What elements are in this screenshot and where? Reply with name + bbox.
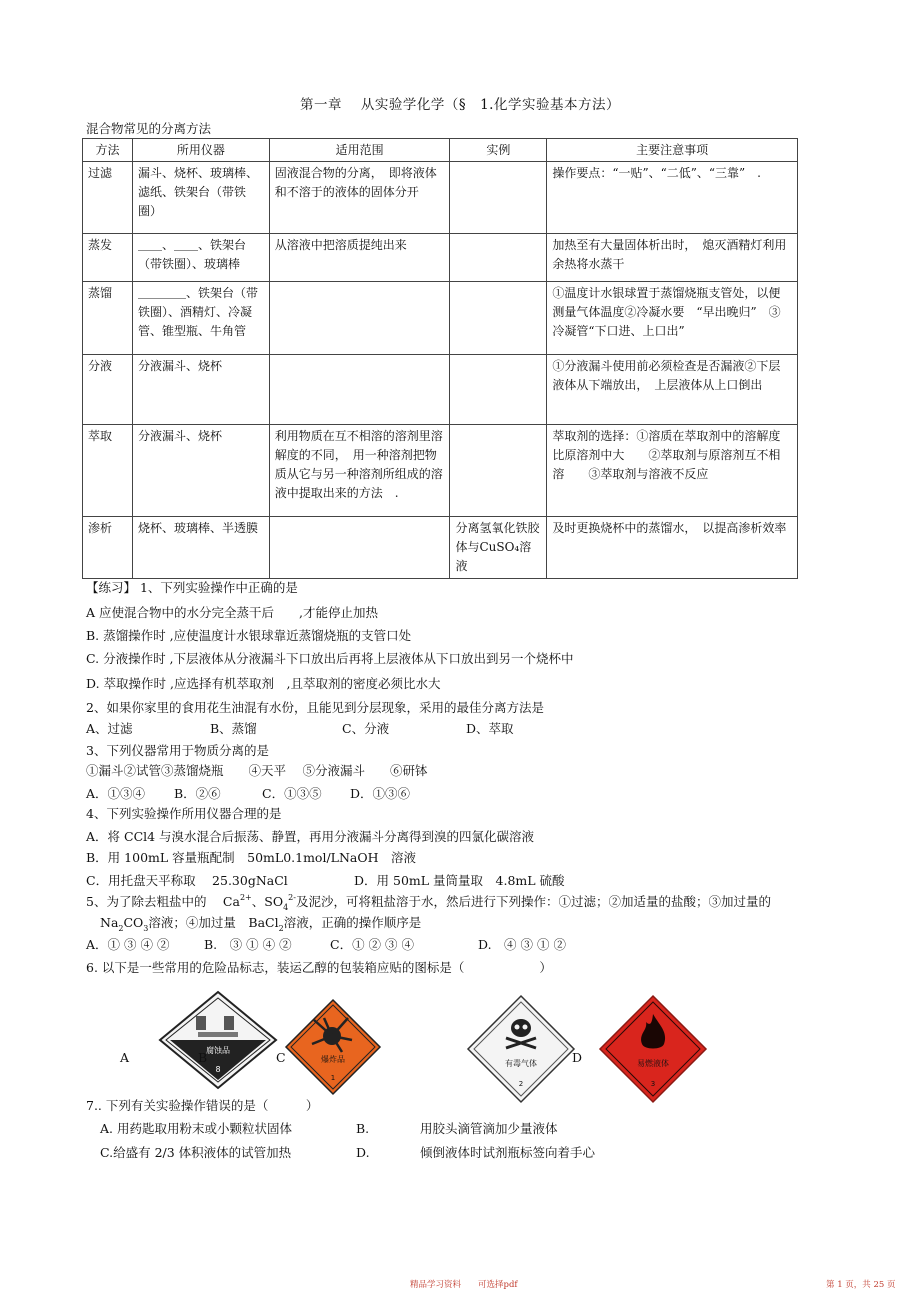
table-row [83, 234, 798, 282]
cell-method: 蒸馏 [83, 282, 133, 355]
table-row [83, 355, 798, 425]
explosive-sign-icon [284, 998, 382, 1096]
cell-scope: 利用物质在互不相溶的溶剂里溶解度的不同， 用一种溶剂把物质从它与另一种溶剂所组成的溶液中提取出来的方法 . [269, 425, 450, 517]
table-header-row [83, 139, 798, 162]
question-5-option-c: C．① ② ③ ④ [330, 937, 414, 952]
question-5-option-d: D. ④ ③ ① ② [478, 937, 566, 952]
cell-example [450, 355, 547, 425]
question-2-option-b: B、蒸馏 [210, 721, 257, 736]
q5-text-e: 溶液，正确的操作顺序是 [283, 915, 422, 930]
header-notes: 主要注意事项 [547, 139, 798, 162]
question-6-label-a: A [120, 1050, 130, 1065]
page-title: 第一章 从实验学化学（§ 1.化学实验基本方法） [300, 97, 620, 113]
q5-sub-bacl2: 2 [278, 924, 284, 933]
cell-method: 过滤 [83, 162, 133, 234]
question-4-option-d: D．用 50mL 量筒量取 4.8mL 硫酸 [354, 873, 565, 888]
question-6-label-c: C [276, 1050, 286, 1065]
table-row [83, 282, 798, 355]
cell-notes: 操作要点：“一贴”、“二低”、“三靠” . [547, 162, 798, 234]
sign-b-text: 爆炸品 [321, 1055, 345, 1064]
question-5-options [86, 937, 566, 953]
cell-method: 分液 [83, 355, 133, 425]
header-instruments: 所用仪器 [132, 139, 269, 162]
question-7-option-c: C.给盛有 2/3 体积液体的试管加热 [100, 1145, 292, 1160]
header-method: 方法 [83, 139, 133, 162]
cell-instruments: ＿＿＿＿、铁架台（带铁圈）、酒精灯、冷凝管、锥型瓶、牛角管 [132, 282, 269, 355]
cell-notes: 及时更换烧杯中的蒸馏水， 以提高渗析效率 [547, 517, 798, 579]
cell-example [450, 162, 547, 234]
separation-methods-table [82, 138, 798, 579]
question-3-option-d: D．①③⑥ [350, 786, 411, 801]
question-1-option-b: B. 蒸馏操作时 ,应使温度计水银球靠近蒸馏烧瓶的支管口处 [86, 628, 412, 643]
q5-sup-so4: 2- [288, 893, 296, 902]
cell-example: 分离氢氧化铁胶体与CuSO₄溶液 [450, 517, 547, 579]
question-3-options [86, 786, 410, 802]
question-1-option-a: A 应使混合物中的水分完全蒸干后 ,才能停止加热 [86, 605, 378, 620]
question-2-option-a: A、过滤 [86, 721, 133, 736]
sign-b-number: 1 [330, 1074, 336, 1082]
question-4-stem: 4、下列实验操作所用仪器合理的是 [86, 806, 282, 821]
sign-d-number: 3 [650, 1080, 656, 1088]
corrosive-sign-icon [158, 990, 278, 1090]
question-4-options-cd [86, 873, 565, 889]
cell-notes: 萃取剂的选择：①溶质在萃取剂中的溶解度比原溶剂中大 ②萃取剂与原溶剂互不相溶 ③萃取剂与溶液不反应 [547, 425, 798, 517]
question-7-option-a: A. 用药匙取用粉末或小颗粒状固体 [100, 1121, 292, 1136]
question-6-stem: 6. 以下是一些常用的危险品标志，装运乙醇的包装箱应贴的图标是（ ） [86, 960, 552, 975]
q5-text-a: 5、为了除去粗盐中的 Ca [86, 894, 240, 909]
question-4-option-a: A．将 CCl4 与溴水混合后振荡、静置，再用分液漏斗分离得到溴的四氯化碳溶液 [86, 829, 535, 844]
q5-sup-ca: 2+ [239, 893, 252, 902]
table-row [83, 162, 798, 234]
cell-notes: ①分液漏斗使用前必须检查是否漏液②下层液体从下端放出， 上层液体从上口倒出 [547, 355, 798, 425]
question-4-option-b: B．用 100mL 容量瓶配制 50mL0.1mol/LNaOH 溶液 [86, 850, 417, 865]
question-3-stem: 3、下列仪器常用于物质分离的是 [86, 743, 269, 758]
cell-instruments: 分液漏斗、烧杯 [132, 425, 269, 517]
question-4-option-c: C．用托盘天平称取 25.30gNaCl [86, 873, 288, 888]
question-7-option-d-label: D. [356, 1145, 370, 1160]
sign-c-text: 有毒气体 [505, 1059, 537, 1068]
sign-a-text: 腐蚀品 [206, 1046, 230, 1055]
question-5-option-b: B. ③ ① ④ ② [204, 937, 292, 952]
cell-method: 渗析 [83, 517, 133, 579]
q5-sub-so4: 4 [283, 903, 289, 912]
cell-scope: 固液混合物的分离， 即将液体和不溶于的液体的固体分开 [269, 162, 450, 234]
question-1-option-d: D. 萃取操作时 ,应选择有机萃取剂 ,且萃取剂的密度必须比水大 [86, 676, 441, 691]
question-6-label-b: B [198, 1050, 208, 1065]
sign-d-text: 易燃液体 [637, 1059, 669, 1068]
q5-text-b: 、SO [251, 894, 284, 909]
question-7-option-b-label: B. [356, 1121, 370, 1136]
cell-instruments: 漏斗、烧杯、玻璃棒、滤纸、铁架台（带铁圈） [132, 162, 269, 234]
question-3-option-a: A．①③④ [86, 786, 146, 801]
question-7-options-cd [100, 1145, 595, 1161]
cell-scope [269, 355, 450, 425]
footer-page-number: 第 1 页，共 25 页 [826, 1280, 896, 1290]
sign-a-number: 8 [215, 1065, 221, 1074]
question-2-stem: 2、如果你家里的食用花生油混有水份，且能见到分层现象，采用的最佳分离方法是 [86, 700, 544, 715]
question-2-options [86, 721, 514, 737]
question-2-option-c: C、分液 [342, 721, 390, 736]
question-7-option-b-text: 用胶头滴管滴加少量液体 [420, 1121, 558, 1136]
cell-scope [269, 517, 450, 579]
q5-text-c: 及泥沙，可将粗盐溶于水，然后进行下列操作：①过滤；②加适量的盐酸；③加过量的 [295, 894, 771, 909]
cell-method: 蒸发 [83, 234, 133, 282]
question-5-stem [86, 894, 771, 912]
cell-notes: ①温度计水银球置于蒸馏烧瓶支管处，以便测量气体温度②冷凝水要 “早出晚归” ③冷凝管“下口进、上口出” [547, 282, 798, 355]
header-example: 实例 [450, 139, 547, 162]
question-5-stem-line2 [100, 915, 421, 933]
cell-scope [269, 282, 450, 355]
cell-example [450, 234, 547, 282]
q5-text-d: 溶液；④加过量 BaCl [148, 915, 279, 930]
cell-scope: 从溶液中把溶质提纯出来 [269, 234, 450, 282]
question-7-option-d-text: 倾倒液体时试剂瓶标签向着手心 [420, 1145, 596, 1160]
question-7-stem: 7.. 下列有关实验操作错误的是（ ） [86, 1098, 319, 1113]
header-scope: 适用范围 [269, 139, 450, 162]
cell-method: 萃取 [83, 425, 133, 517]
question-7-options-ab [100, 1121, 558, 1137]
cell-notes: 加热至有大量固体析出时， 熄灭酒精灯利用余热将水蒸干 [547, 234, 798, 282]
q5-sub-co3: 3 [143, 924, 149, 933]
question-1-option-c: C. 分液操作时 ,下层液体从分液漏斗下口放出后再将上层液体从下口放出到另一个烧杯中 [86, 651, 574, 666]
q5-sub-na: 2 [118, 924, 124, 933]
q5-na: Na [100, 915, 119, 930]
footer-left: 精品学习资料 可选择pdf [410, 1280, 518, 1290]
question-2-option-d: D、萃取 [466, 721, 514, 736]
section-subtitle: 混合物常见的分离方法 [86, 121, 212, 136]
question-6-label-d: D [572, 1050, 583, 1065]
cell-instruments: 烧杯、玻璃棒、半透膜 [132, 517, 269, 579]
cell-example [450, 425, 547, 517]
cell-instruments: ＿＿、＿＿、铁架台（带铁圈）、玻璃棒 [132, 234, 269, 282]
table-row [83, 425, 798, 517]
table-row [83, 517, 798, 579]
flammable-liquid-sign-icon [598, 994, 708, 1104]
question-5-option-a: A．① ③ ④ ② [86, 937, 170, 952]
question-1-stem: 【练习】 1、下列实验操作中正确的是 [86, 580, 298, 595]
question-3-items: ①漏斗②试管③蒸馏烧瓶 ④天平 ⑤分液漏斗 ⑥研钵 [86, 763, 428, 778]
toxic-gas-sign-icon [466, 994, 576, 1104]
sign-c-number: 2 [518, 1080, 524, 1088]
question-3-option-c: C．①③⑤ [262, 786, 322, 801]
q5-co: CO [123, 915, 144, 930]
cell-instruments: 分液漏斗、烧杯 [132, 355, 269, 425]
question-3-option-b: B．②⑥ [174, 786, 221, 801]
cell-example [450, 282, 547, 355]
